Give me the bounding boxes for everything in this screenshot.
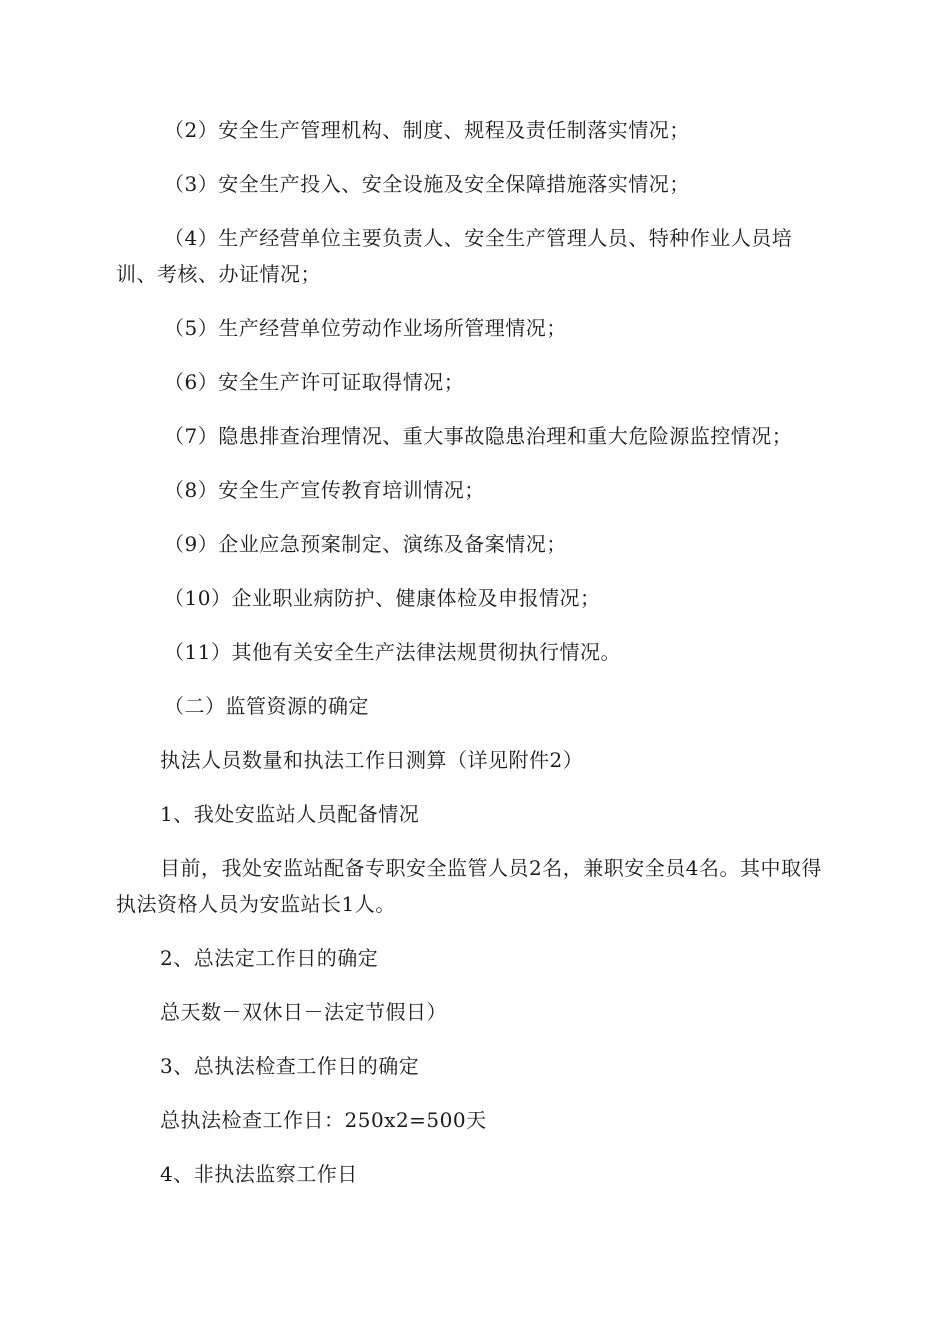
document-body: [116, 112, 832, 1210]
subheading-inspection-workdays: 3、总执法检查工作日的确定: [160, 1054, 420, 1078]
list-item-7: （7）隐患排查治理情况、重大事故隐患治理和重大危险源监控情况；: [164, 424, 793, 448]
list-item-5: （5）生产经营单位劳动作业场所管理情况；: [164, 316, 567, 340]
subheading-non-enforcement-workdays: 4、非执法监察工作日: [160, 1162, 358, 1186]
section-heading-resources: （二）监管资源的确定: [164, 694, 369, 718]
paragraph-inspection-total: 总执法检查工作日：250x2=500天: [160, 1108, 487, 1132]
list-item-9: （9）企业应急预案制定、演练及备案情况；: [164, 532, 567, 556]
list-item-2: （2）安全生产管理机构、制度、规程及责任制落实情况；: [164, 118, 690, 142]
list-item-6: （6）安全生产许可证取得情况；: [164, 370, 465, 394]
list-item-11: （11）其他有关安全生产法律法规贯彻执行情况。: [164, 640, 621, 664]
list-item-3: （3）安全生产投入、安全设施及安全保障措施落实情况；: [164, 172, 690, 196]
subheading-legal-workdays: 2、总法定工作日的确定: [160, 946, 379, 970]
list-item-4: （4）生产经营单位主要负责人、安全生产管理人员、特种作业人员培训、考核、办证情况；: [116, 226, 793, 286]
paragraph-staffing-detail: 目前，我处安监站配备专职安全监管人员2名，兼职安全员4名。其中取得执法资格人员为安监站长1人。: [116, 856, 822, 916]
subheading-staffing: 1、我处安监站人员配备情况: [160, 802, 420, 826]
paragraph-staff-calculation: 执法人员数量和执法工作日测算（详见附件2）: [160, 748, 584, 772]
list-item-10: （10）企业职业病防护、健康体检及申报情况；: [164, 586, 601, 610]
paragraph-workday-formula: 总天数－双休日－法定节假日）: [160, 1000, 447, 1024]
list-item-8: （8）安全生产宣传教育培训情况；: [164, 478, 485, 502]
